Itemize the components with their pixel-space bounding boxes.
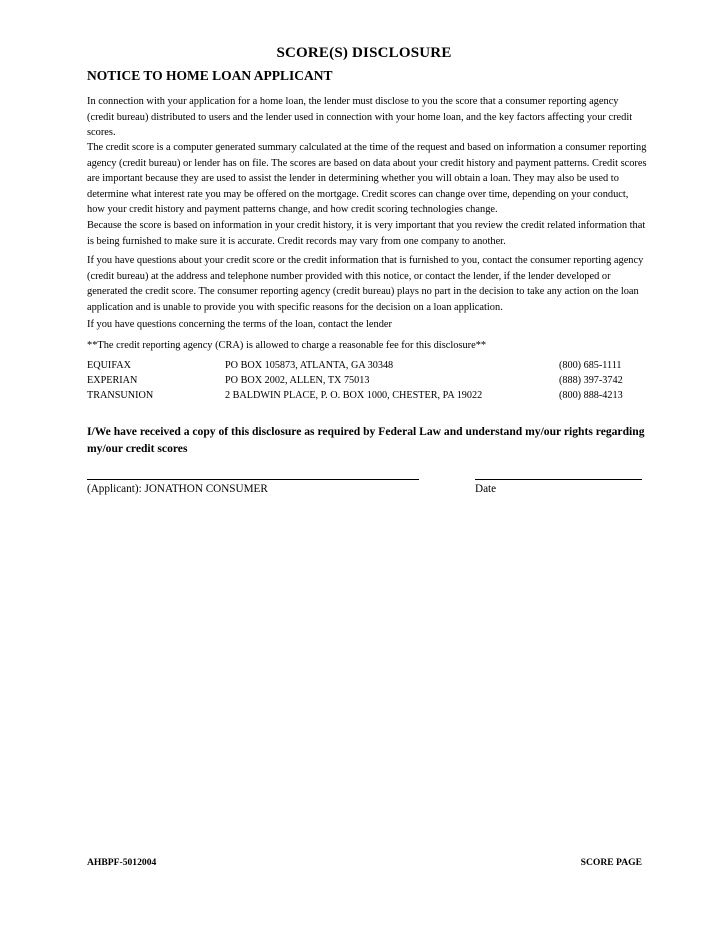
applicant-signature-line[interactable] xyxy=(87,479,419,480)
agency-row-equifax xyxy=(87,360,647,374)
applicant-label: (Applicant): JONATHON CONSUMER xyxy=(87,483,268,495)
agency-name: TRANSUNION xyxy=(87,390,154,401)
page-label: SCORE PAGE xyxy=(580,857,642,868)
agency-phone: (800) 888-4213 xyxy=(559,390,623,401)
agency-address: PO BOX 105873, ATLANTA, GA 30348 xyxy=(225,360,394,371)
paragraph-fee-note: **The credit reporting agency (CRA) is allowed to charge a reasonable fee for this disclosure** xyxy=(87,340,487,351)
page-title: SCORE(S) DISCLOSURE xyxy=(276,45,452,61)
agency-phone: (888) 397-3742 xyxy=(559,375,623,386)
acknowledgement-statement: I/We have received a copy of this disclosure as required by Federal Law and understand my/our rights regarding my/our credit scores xyxy=(87,425,645,455)
paragraph-questions-lender: If you have questions concerning the terms of the loan, contact the lender xyxy=(87,319,392,330)
agency-row-transunion xyxy=(87,390,647,404)
date-label: Date xyxy=(475,483,497,495)
paragraph-questions-agency: If you have questions about your credit score or the credit information that is furnished to you, contact the consumer reporting agency (credit bureau) at the address and telephone number provided with this notice, or contact the lender, if the lender developed or generated the credit score. The consumer reporting agency (credit bureau) plays no part in the decision to take any action on the loan application and is unable to provide you with specific reasons for the decision on a loan application. xyxy=(87,255,644,313)
agency-name: EXPERIAN xyxy=(87,375,138,386)
paragraph-review: Because the score is based on information in your credit history, it is very important that you review the credit related information that is being furnished to make sure it is accurate. Credit records may vary from one company to another. xyxy=(87,220,646,247)
agency-name: EQUIFAX xyxy=(87,360,131,371)
notice-heading: NOTICE TO HOME LOAN APPLICANT xyxy=(87,68,333,83)
date-signature-line[interactable] xyxy=(475,479,642,480)
agency-row-experian xyxy=(87,375,647,389)
agency-address: 2 BALDWIN PLACE, P. O. BOX 1000, CHESTER, PA 19022 xyxy=(225,390,483,401)
form-id: AHBPF-5012004 xyxy=(87,857,157,868)
paragraph-intro: In connection with your application for a home loan, the lender must disclose to you the score that a consumer reporting agency (credit bureau) distributed to users and the lender used in connection with your home loan, and the key factors affecting your credit scores. xyxy=(87,96,633,139)
agency-phone: (800) 685-1111 xyxy=(559,360,622,371)
paragraph-credit-score: The credit score is a computer generated summary calculated at the time of the request and based on information a consumer reporting agency (credit bureau) or lender has on file. The scores are based on data about your credit history and payment patterns. Credit scores are important because they are used to assist the lender in determining whether you will obtain a loan. They may also be used to determine what interest rate you may be offered on the mortgage. Credit scores can change over time, depending on your conduct, how your credit history and payment patterns change, and how credit scoring technologies change. xyxy=(87,142,647,216)
agency-address: PO BOX 2002, ALLEN, TX 75013 xyxy=(225,375,370,386)
